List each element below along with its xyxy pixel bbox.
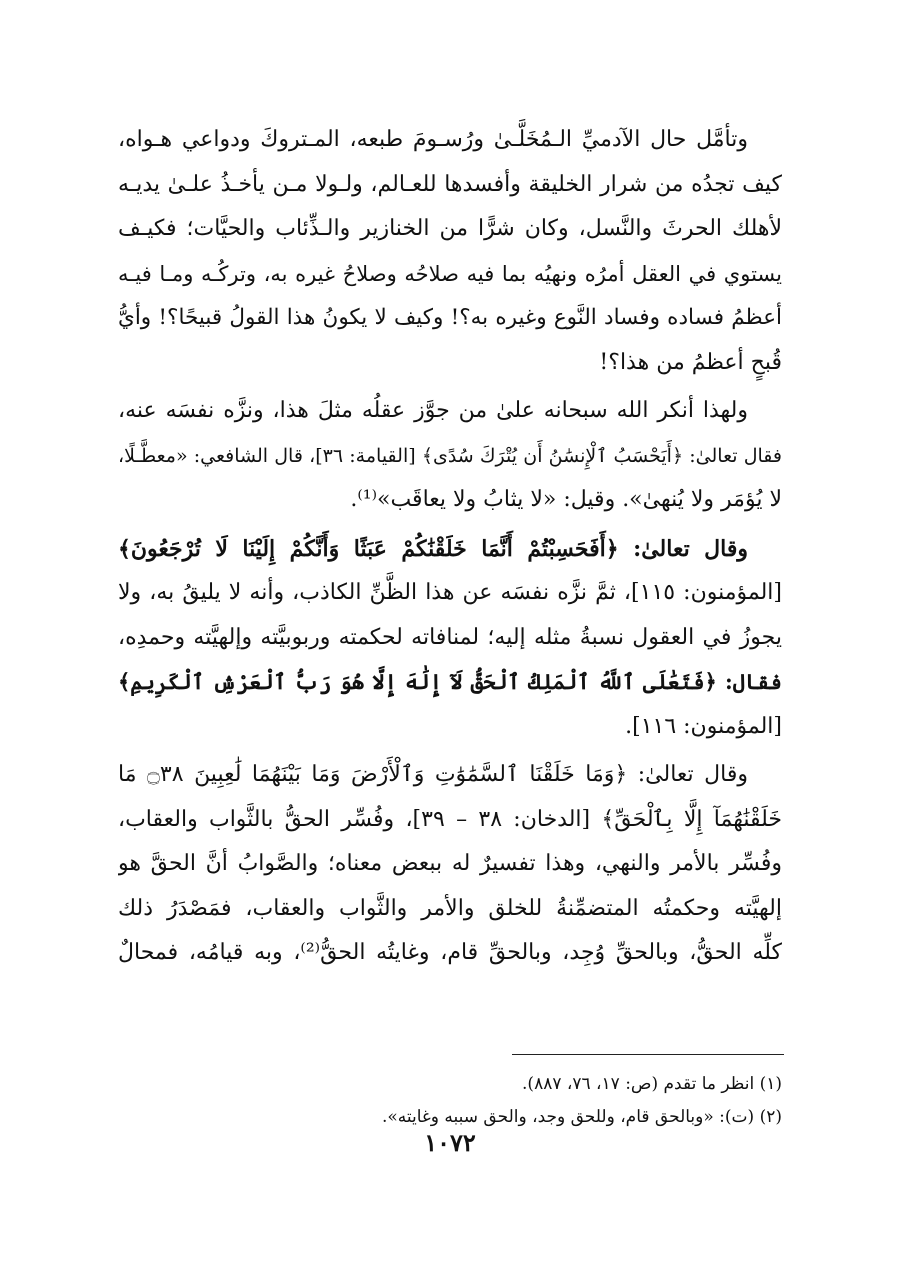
text-line: وقال تعالىٰ: ﴿وَمَا خَلَقْنَا ٱلسَّمَٰوَٰتِ وَٱلْأَرْضَ وَمَا بَيْنَهُمَا لَٰعِبِينَ ۝٣٨ مَا xyxy=(118,762,748,787)
text-line: فقال: ﴿فَتَعَٰلَى ٱللَّهُ ٱلْمَلِكُ ٱلْحَقُّ لَآ إِلَٰهَ إِلَّا هُوَ رَبُّ ٱلْعَرْشِ ٱلْكَرِيمِ﴾ xyxy=(118,669,782,694)
footnote: (٢) (ت): «وبالحق قام، وللحق وجد، والحق سببه وغايته». xyxy=(381,1107,782,1127)
text-line: [المؤمنون: ١١٦]. xyxy=(625,713,782,739)
text-line: وفُسِّر بالأمر والنهي، وهذا تفسيرٌ له ببعض معناه؛ والصَّوابُ أنَّ الحقَّ هو xyxy=(118,851,782,876)
text-line: يجوزُ في العقول نسبةُ مثله إليه؛ لمنافاته لحكمته وربوبيَّته وإلهيَّته وحمدِه، xyxy=(118,624,782,650)
text-line: [المؤمنون: ١١٥]، ثمَّ نزَّه نفسَه عن هذا الظَّنِّ الكاذب، وأنه لا يليقُ به، ولا xyxy=(118,580,782,605)
text-line: لأهلك الحرثَ والنَّسل، وكان شرًّا من الخنازير والـذِّئاب والحيَّات؛ فكيـف xyxy=(118,216,782,241)
main-text xyxy=(118,118,782,976)
text-line: أعظمُ فساده وفساد النَّوع وغيره به؟! وكيف لا يكونُ هذا القولُ قبيحًا؟! وأيُّ xyxy=(118,305,782,330)
text-line: قُبحٍ أعظمُ من هذا؟! xyxy=(599,349,782,375)
page-number: ١٠٧٢ xyxy=(424,1128,476,1157)
text-line: وتأمَّل حال الآدميِّ الـمُخَلَّـىٰ ورُسـومَ طبعه، المـتروكَ ودواعي هـواه، xyxy=(118,127,748,152)
text-line: لا يُؤمَر ولا يُنهىٰ». وقيل: «لا يثابُ ولا يعاقَب»⁽¹⁾. xyxy=(350,487,782,512)
footnote: (١) انظر ما تقدم (ص: ١٧، ٧٦، ٨٨٧). xyxy=(522,1074,782,1094)
text-line: إلهيَّته وحكمتُه المتضمِّنةُ للخلق والأمر والثَّواب والعقاب، فمَصْدَرُ ذلك xyxy=(118,895,782,921)
text-line: كيف تجدُه من شرار الخليقة وأفسدها للعـالم، ولـولا مـن يأخـذُ علـىٰ يديـه xyxy=(118,171,782,197)
text-line: يستوي في العقل أمرُه ونهيُه بما فيه صلاحُه وصلاحُ غيره به، وتركُـه ومـا فيـه xyxy=(118,261,782,286)
footnotes xyxy=(118,1068,782,1134)
text-line: وقال تعالىٰ: ﴿أَفَحَسِبْتُمْ أَنَّمَا خَلَقْنَٰكُمْ عَبَثًا وَأَنَّكُمْ إِلَيْنَا لَا تُرْجَعُونَ﴾ xyxy=(118,535,748,562)
text-line: خَلَقْنَٰهُمَآ إِلَّا بِٱلْحَقِّ﴾ [الدخان: ٣٨ – ٣٩]، وفُسِّر الحقُّ بالثَّواب والعقاب، xyxy=(118,806,782,832)
text-line: كلِّه الحقُّ، وبالحقِّ وُجِد، وبالحقِّ قام، وغايتُه الحقُّ⁽²⁾، وبه قيامُه، فمحالٌ xyxy=(118,940,782,965)
text-line: فقال تعالىٰ: ﴿أَيَحْسَبُ ٱلْإِنسَٰنُ أَن يُتْرَكَ سُدًى﴾ [القيامة: ٣٦]، قال الشافعي: «معطَّـلًا، xyxy=(118,444,782,467)
text-line: ولهذا أنكر الله سبحانه علىٰ من جوَّز عقلُه مثلَ هذا، ونزَّه نفسَه عنه، xyxy=(118,398,748,423)
footnote-separator xyxy=(512,1054,784,1055)
